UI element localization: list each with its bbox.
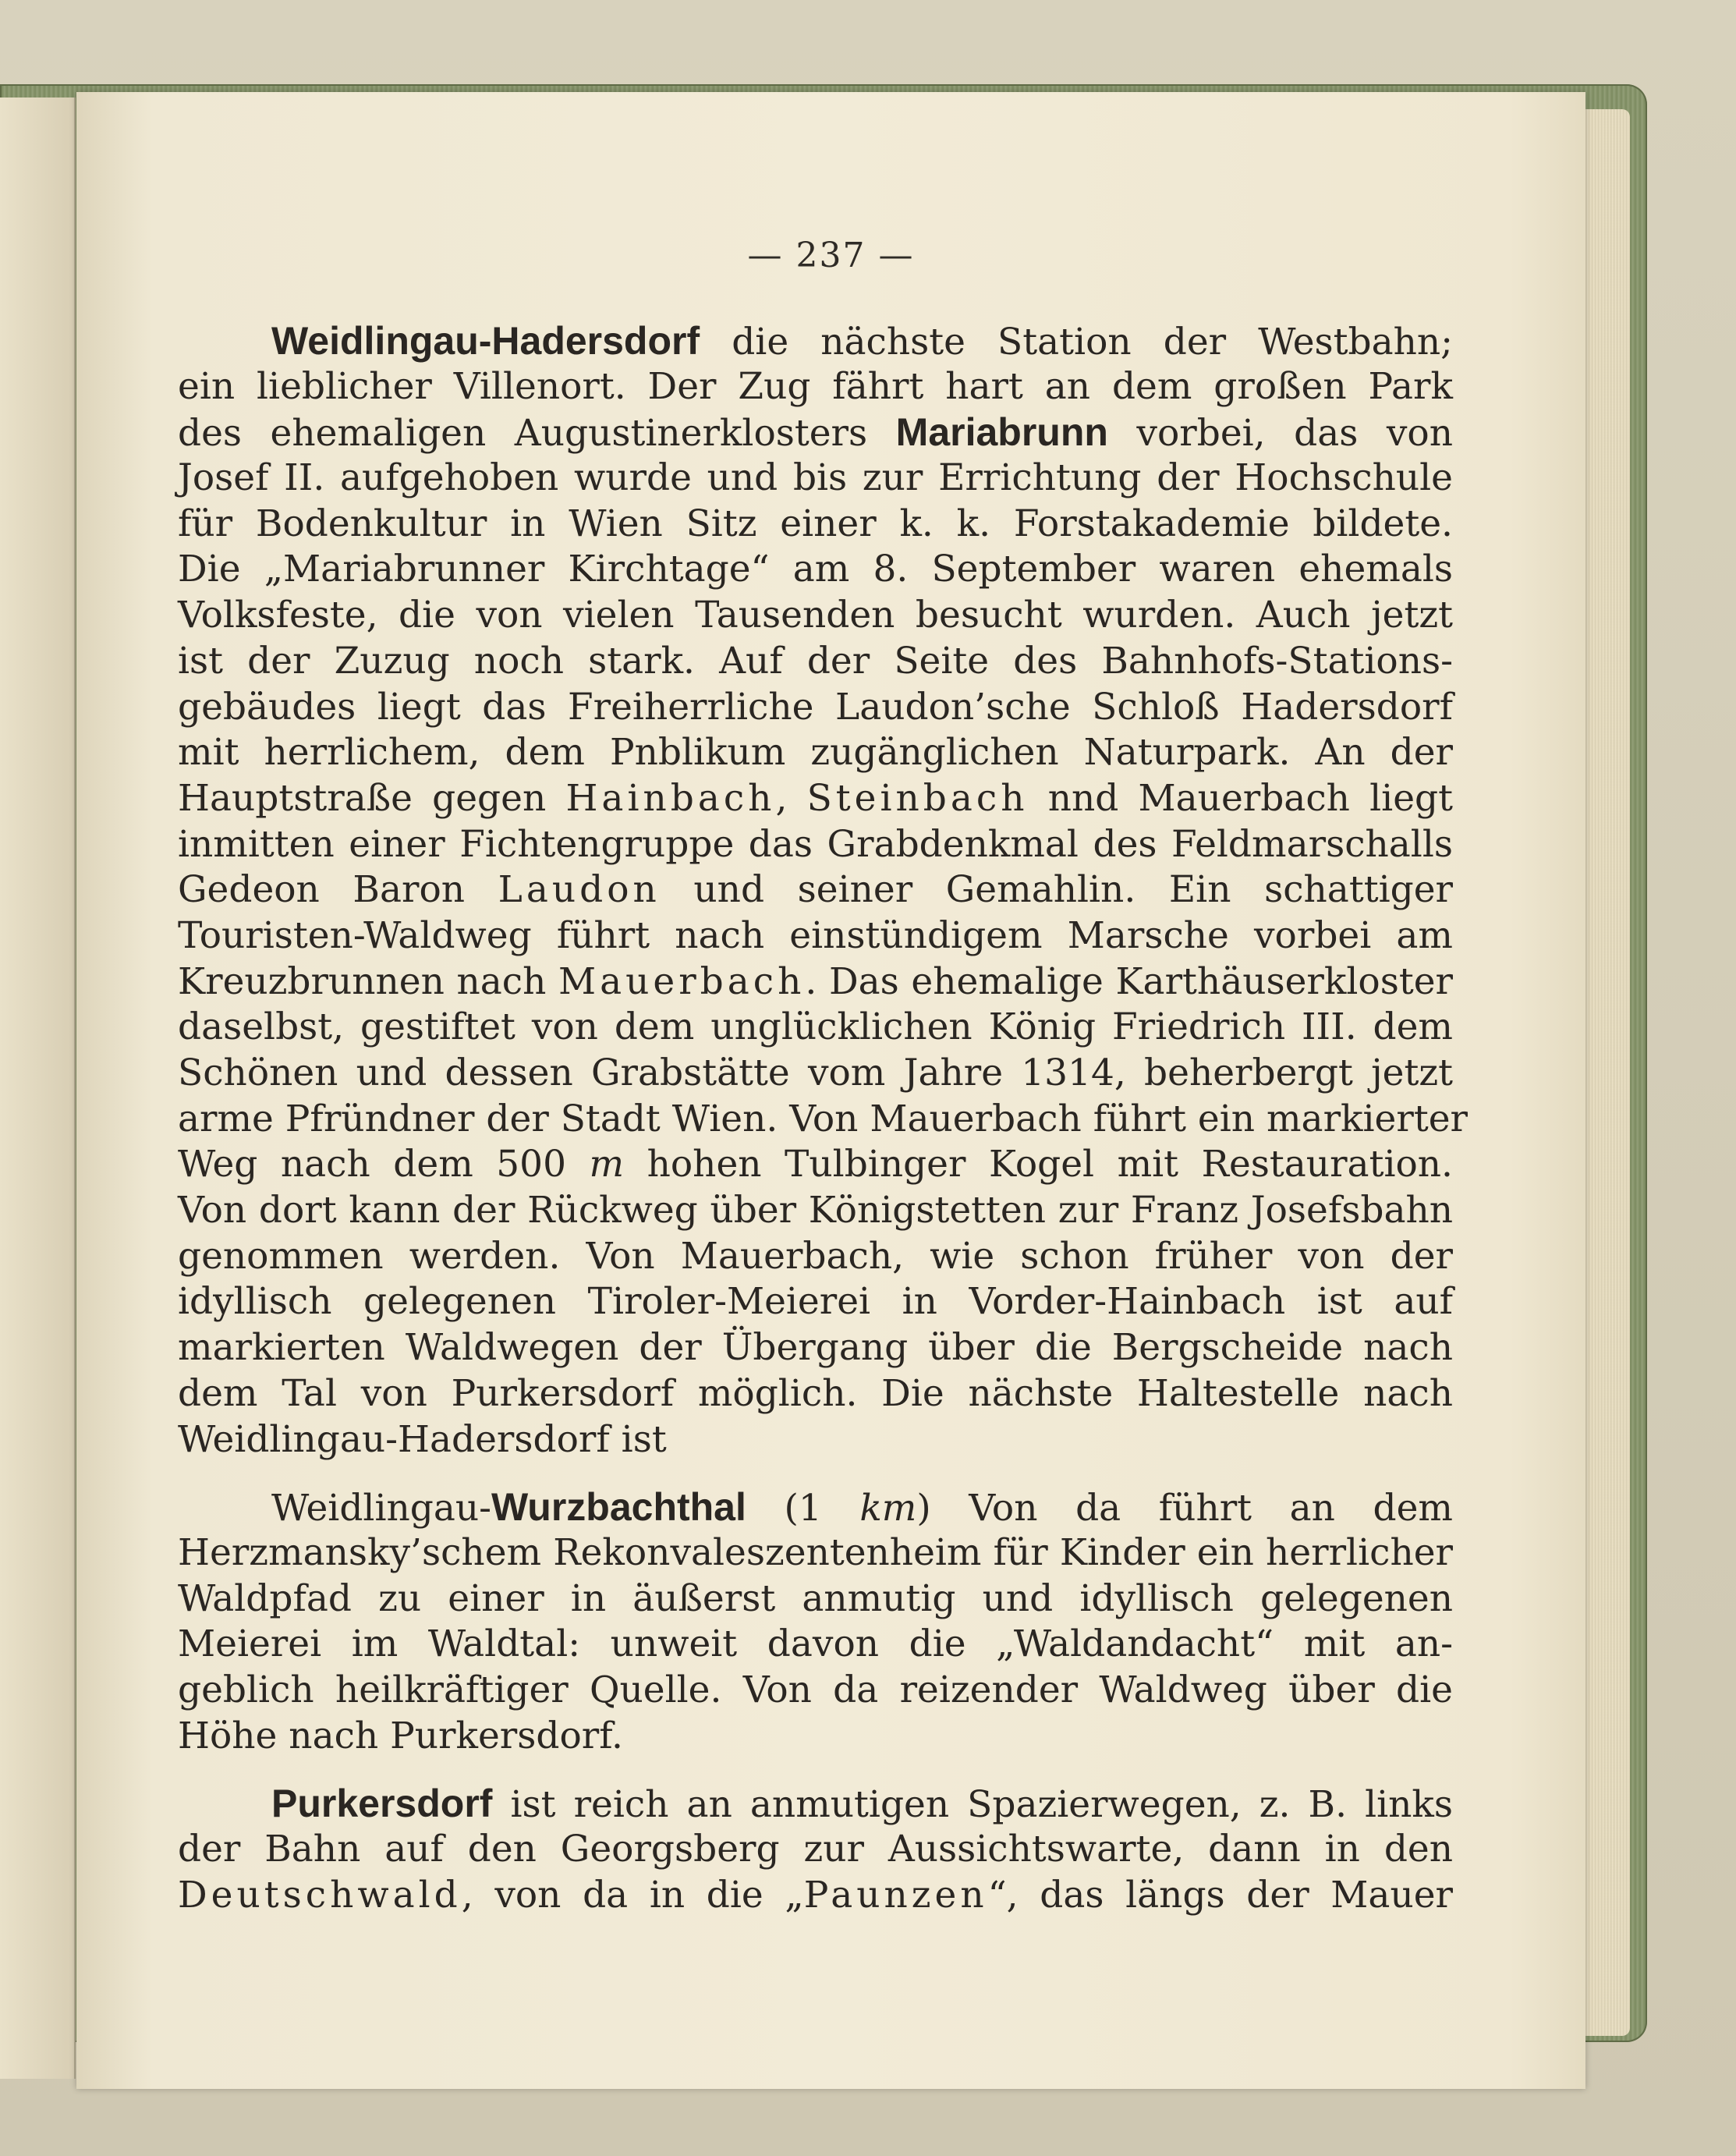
body-text xyxy=(178,318,1468,1918)
text-line: Höhe nach Purkersdorf. xyxy=(178,1714,623,1757)
text-line: Herzmansky’schem Rekonvaleszentenheim für Kinder ein herrlicher xyxy=(178,1530,1453,1574)
text-line: Purkersdorf ist reich an anmutigen Spazierwegen, z. B. links xyxy=(271,1782,1453,1827)
text-line: Schönen und dessen Grabstätte vom Jahre 1314, beherbergt jetzt xyxy=(178,1051,1453,1094)
text-line: Volksfeste, die von vielen Tausenden besucht wurden. Auch jetzt xyxy=(178,594,1453,637)
text-line: ein lieblicher Villenort. Der Zug fährt hart an dem großen Park xyxy=(178,364,1453,408)
text-line: Weidlingau-Hadersdorf die nächste Station der Westbahn; xyxy=(271,319,1453,363)
place-name-bold: Mariabrunn xyxy=(895,410,1108,455)
text-line: des ehemaligen Augustinerklosters Mariabrunn vorbei, das von xyxy=(178,410,1454,456)
text-line: Deutschwald, von da in die „Paunzen“, das längs der Mauer xyxy=(178,1873,1453,1917)
text-line: für Bodenkultur in Wien Sitz einer k. k. Forstakademie bildete. xyxy=(178,502,1453,545)
text-line: Waldpfad zu einer in äußerst anmutig und idyllisch gelegenen xyxy=(178,1576,1453,1620)
text-line: Meierei im Waldtal: unweit davon die „Waldandacht“ mit an- xyxy=(178,1622,1453,1666)
text-line: Weg nach dem 500 m hohen Tulbinger Kogel mit Restauration. xyxy=(178,1143,1453,1186)
text-line: Weidlingau-Wurzbachthal (1 km) Von da führt an dem xyxy=(271,1485,1453,1530)
text-line: gebäudes liegt das Freiherrliche Laudon’sche Schloß Hadersdorf xyxy=(178,685,1453,729)
left-page-sliver xyxy=(0,98,76,2079)
place-heading: Weidlingau-Hadersdorf xyxy=(271,319,700,363)
text-line: Die „Mariabrunner Kirchtage“ am 8. September waren ehemals xyxy=(178,548,1453,591)
text-line: Von dort kann der Rückweg über Königstetten zur Franz Josefsbahn xyxy=(178,1189,1453,1232)
text-line: Hauptstraße gegen Hainbach, Steinbach nnd Mauerbach liegt xyxy=(178,776,1453,820)
text-line: markierten Waldwegen der Übergang über die Bergscheide nach xyxy=(178,1326,1453,1370)
text-line: dem Tal von Purkersdorf möglich. Die nächste Haltestelle nach xyxy=(178,1371,1453,1415)
text-line: arme Pfründner der Stadt Wien. Von Mauerbach führt ein markierter xyxy=(178,1097,1468,1140)
text-line: idyllisch gelegenen Tiroler-Meierei in Vorder-Hainbach ist auf xyxy=(178,1280,1453,1324)
text-line: genommen werden. Von Mauerbach, wie schon früher von der xyxy=(178,1234,1453,1278)
text-line: Weidlingau-Hadersdorf ist xyxy=(178,1417,667,1461)
text-line: geblich heilkräftiger Quelle. Von da reizender Waldweg über die xyxy=(178,1668,1453,1711)
text-line: Kreuzbrunnen nach Mauerbach. Das ehemalige Karthäuserkloster xyxy=(178,959,1453,1003)
text-line: inmitten einer Fichtengruppe das Grabdenkmal des Feldmarschalls xyxy=(178,822,1453,866)
text-line: Josef II. aufgehoben wurde und bis zur Errichtung der Hochschule xyxy=(178,456,1453,500)
text-line: ist der Zuzug noch stark. Auf der Seite des Bahnhofs-Stations- xyxy=(178,639,1453,683)
book-page xyxy=(76,92,1585,2089)
text-line: Gedeon Baron Laudon und seiner Gemahlin. Ein schattiger xyxy=(178,868,1453,912)
page-number: — 237 — xyxy=(747,236,915,275)
place-heading: Wurzbachthal xyxy=(491,1485,746,1530)
text-line: der Bahn auf den Georgsberg zur Aussichtswarte, dann in den xyxy=(178,1828,1453,1871)
place-heading: Purkersdorf xyxy=(271,1782,493,1826)
text-line: mit herrlichem, dem Pnblikum zugänglichen Naturpark. An der xyxy=(178,731,1453,775)
text-line: Touristen-Waldweg führt nach einstündigem Marsche vorbei am xyxy=(178,913,1453,957)
text-line: daselbst, gestiftet von dem unglücklichen König Friedrich III. dem xyxy=(178,1005,1453,1049)
